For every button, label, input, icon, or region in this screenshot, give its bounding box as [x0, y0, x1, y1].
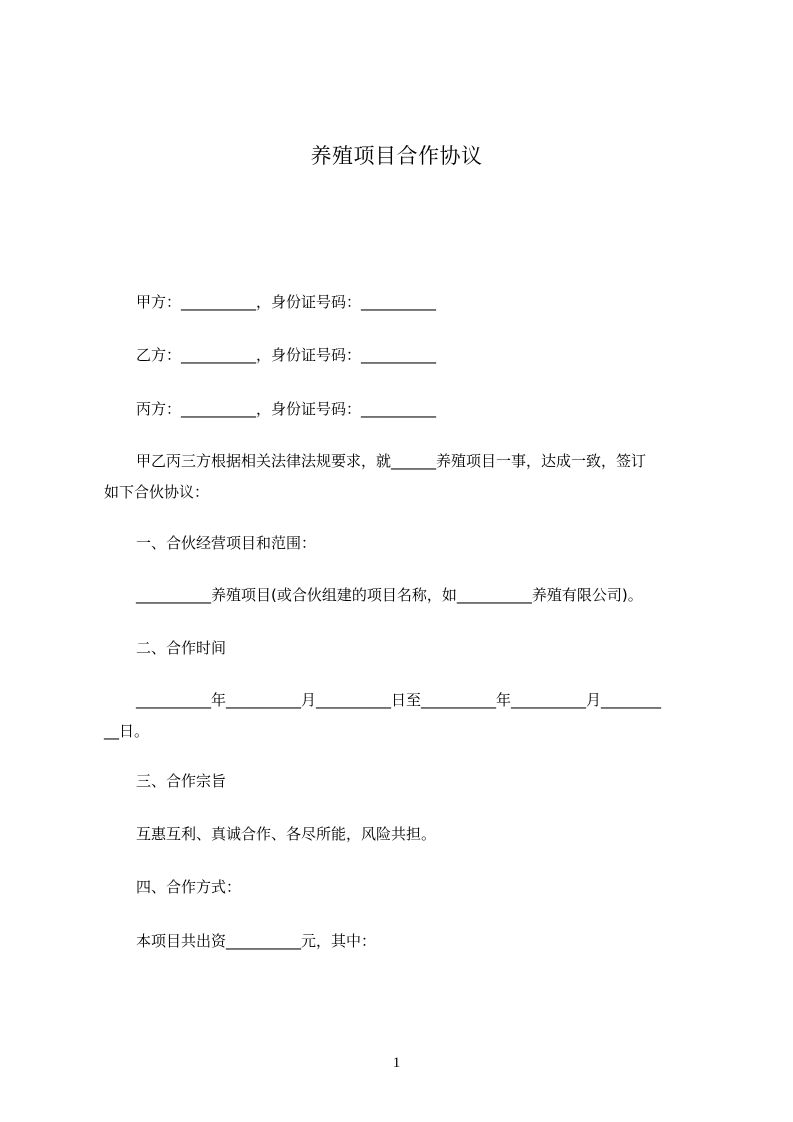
section-2-body-line-1: __________年__________月__________日至__________年__________月________	[136, 691, 662, 709]
section-2-body	[104, 685, 698, 747]
intro-line-1: 甲乙丙三方根据相关法律法规要求，就______养殖项目一事，达成一致，签订	[136, 452, 647, 470]
party-c-line: 丙方：__________，身份证号码：__________	[136, 400, 437, 418]
section-1-body: __________养殖项目(或合伙组建的项目名称，如__________养殖有限公司)。	[136, 586, 643, 604]
section-1-heading: 一、合伙经营项目和范围：	[136, 534, 317, 552]
section-3-heading: 三、合作宗旨	[136, 772, 227, 790]
section-4-heading: 四、合作方式：	[136, 878, 242, 896]
page-number: 1	[392, 1055, 401, 1071]
party-b-line: 乙方：__________，身份证号码：__________	[136, 346, 437, 364]
section-4-body: 本项目共出资__________元，其中：	[136, 932, 377, 950]
intro-line-2: 如下合伙协议：	[104, 483, 210, 501]
section-2-body-line-2: __日。	[104, 722, 150, 740]
intro-paragraph	[104, 446, 698, 508]
section-2-heading: 二、合作时间	[136, 639, 227, 657]
section-3-body: 互惠互利、真诚合作、各尽所能，风险共担。	[136, 825, 437, 843]
party-a-line: 甲方：__________，身份证号码：__________	[136, 293, 437, 311]
document-title: 养殖项目合作协议	[310, 144, 483, 168]
